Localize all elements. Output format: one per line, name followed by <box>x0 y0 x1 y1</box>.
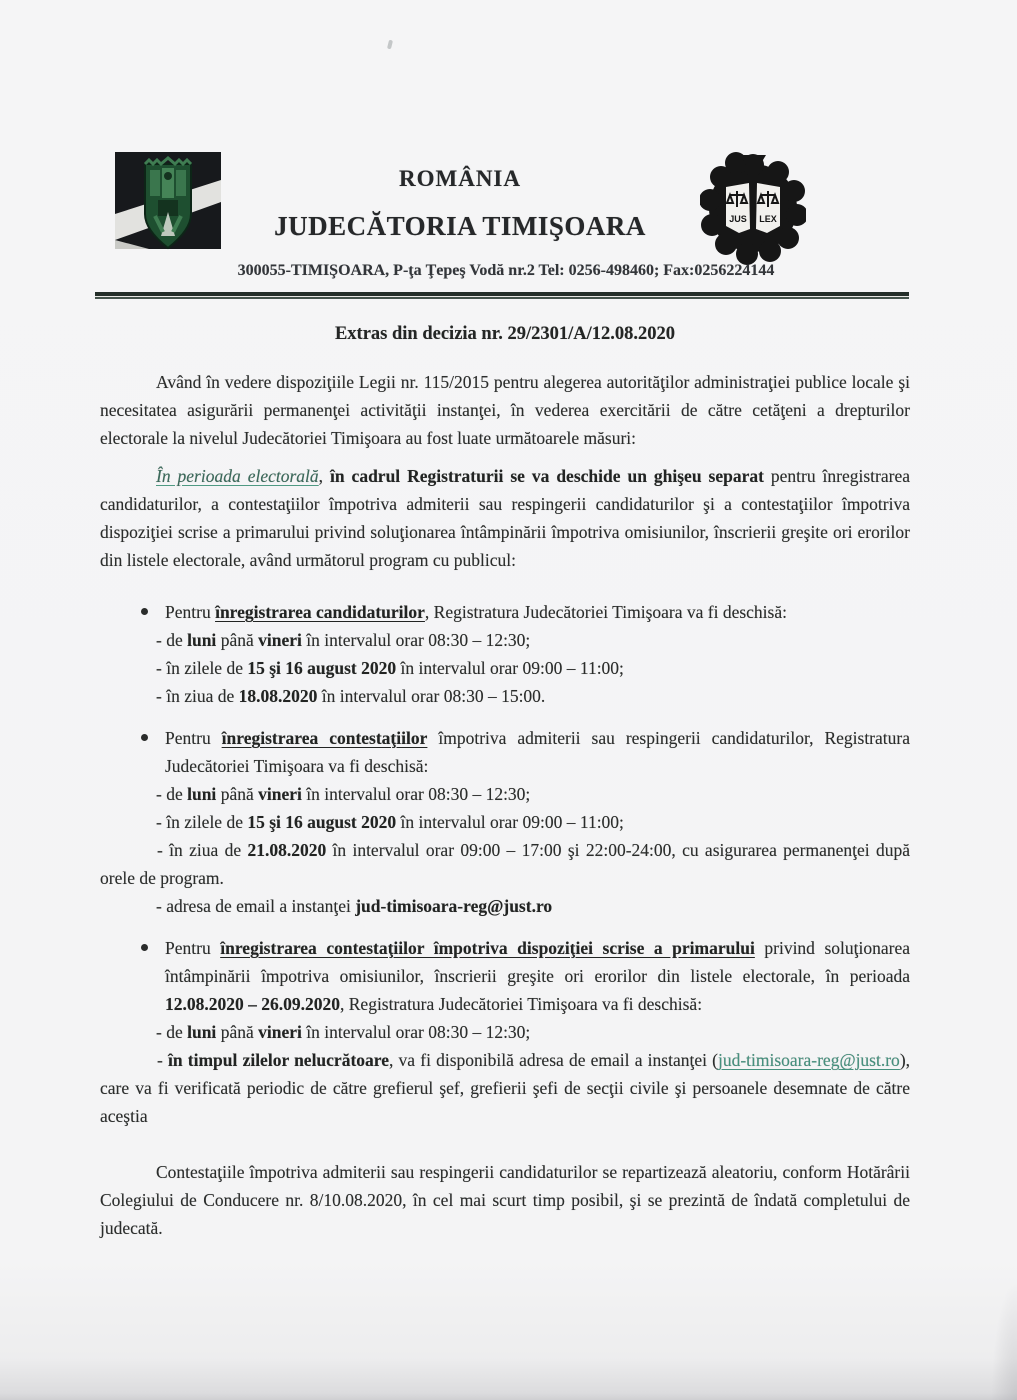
electoral-period-phrase: În perioada electorală <box>156 466 319 486</box>
line-text: ), care va fi verificată periodic de către grefierul şef, grefierii şefi de secţii civile şi persoanele desemnate de către aceştia <box>100 1050 911 1126</box>
bullet-marker <box>141 608 148 615</box>
line-text: în intervalul orar 08:30 – 15:00. <box>317 686 546 706</box>
line-text: - în ziua de <box>157 840 248 860</box>
court-name: JUDECĂTORIA TIMIŞOARA <box>274 211 646 241</box>
line-text: până <box>216 784 259 804</box>
bullet-marker <box>141 734 148 741</box>
line-text: - de <box>156 784 188 804</box>
closing-text: Contestaţiile împotriva admiterii sau respingerii candidaturilor se repartizează aleatoriu, conform Hotărârii Colegiului de Conducere nr. 8/10.08.2020, în cel mai scurt timp posibil, şi se prezintă de îndată completului de judecată. <box>100 1162 910 1238</box>
bullet-marker <box>141 944 148 951</box>
line-text: în intervalul orar 09:00 – 11:00; <box>396 812 624 832</box>
heading-text: Pentru <box>165 602 216 622</box>
schedule-line <box>156 808 910 836</box>
schedule-line <box>156 780 910 808</box>
line-text: - în ziua de <box>156 686 239 706</box>
heading-underlined: înregistrarea candidaturilor <box>215 602 425 622</box>
line-text: - <box>157 1050 169 1070</box>
line-bold: în timpul zilelor nelucrătoare <box>168 1050 389 1070</box>
line-bold: 15 şi 16 august 2020 <box>247 658 397 678</box>
seal-jus-label: JUS <box>729 214 747 224</box>
intro-paragraph <box>100 368 910 452</box>
bullet-item-candidaturi <box>100 598 910 710</box>
line-text: - de <box>156 630 188 650</box>
line-bold: vineri <box>258 1022 302 1042</box>
line-text: până <box>216 1022 259 1042</box>
schedule-list <box>100 598 910 1130</box>
line-bold: luni <box>187 630 217 650</box>
line-bold: luni <box>187 784 217 804</box>
heading-text: , Registratura Judecătoriei Timişoara va fi deschisă: <box>340 994 703 1014</box>
bullet-item-contestatii <box>100 724 910 920</box>
closing-paragraph <box>100 1158 910 1242</box>
schedule-line <box>156 682 910 710</box>
nonworking-days-line <box>100 1046 910 1130</box>
heading-underlined: înregistrarea contestaţiilor <box>221 728 428 748</box>
bullet-heading <box>165 934 910 1018</box>
line-bold: luni <box>187 1022 217 1042</box>
line-bold: vineri <box>258 630 302 650</box>
bullet-heading <box>165 724 910 780</box>
heading-underlined: înregistrarea contestaţiilor împotriva dispoziţiei scrise a primarului <box>220 938 755 958</box>
line-text: în intervalul orar 09:00 – 11:00; <box>396 658 624 678</box>
heading-text: Pentru <box>165 938 221 958</box>
seal-lex-label: LEX <box>759 214 777 224</box>
line-text: - adresa de email a instanţei <box>156 896 356 916</box>
line-text: în intervalul orar 09:00 – 17:00 şi 22:00-24:00, cu asigurarea permanenţei după orele de program. <box>100 840 910 888</box>
schedule-line <box>156 1018 910 1046</box>
line-text: - de <box>156 1022 188 1042</box>
line-text: , va fi disponibilă adresa de email a instanţei ( <box>389 1050 718 1070</box>
registry-counter-phrase: în cadrul Registraturii se va deschide un ghişeu separat <box>330 466 764 486</box>
court-email-bold: jud-timisoara-reg@just.ro <box>355 896 553 916</box>
period-rest-text: pentru înregistrarea candidaturilor, a contestaţiilor împotriva admiterii sau respingerii candidaturilor şi a contestaţiilor împotriva dispoziţiei scrise a primarului privind soluţionarea întâmpinării împotriva omisiunilor, înscrierii greşite ori erorilor din listele electorale, având următorul program cu publicul: <box>100 466 911 570</box>
letterhead <box>0 0 1017 292</box>
email-line <box>156 892 910 920</box>
bullet-item-contestatii-primar <box>100 934 910 1130</box>
heading-text: , Registratura Judecătoriei Timişoara va fi deschisă: <box>424 602 787 622</box>
line-bold: 18.08.2020 <box>238 686 318 706</box>
line-text: în intervalul orar 08:30 – 12:30; <box>301 1022 531 1042</box>
court-address: 300055-TIMIŞOARA, P-ţa Ţepeş Vodă nr.2 Tel: 0256-498460; Fax:0256224144 <box>237 262 775 279</box>
line-bold: 21.08.2020 <box>247 840 327 860</box>
heading-text: privind soluţionarea întâmpinării împotriva omisiunilor, înscrierii greşite ori erorilor din listele electorale, în perioada <box>165 938 910 986</box>
heading-text: împotriva admiterii sau respingerii candidaturilor, Registratura Judecătoriei Timişoara va fi deschisă: <box>165 728 910 776</box>
document-title: Extras din decizia nr. 29/2301/A/12.08.2020 <box>334 324 676 344</box>
line-bold: 15 şi 16 august 2020 <box>247 812 397 832</box>
justice-seal-icon <box>700 145 806 267</box>
line-text: în intervalul orar 08:30 – 12:30; <box>301 630 531 650</box>
schedule-line <box>156 626 910 654</box>
intro-text: Având în vedere dispoziţiile Legii nr. 115/2015 pentru alegerea autorităţilor administraţiei publice locale şi necesitatea asigurării permanenţei activităţii instanţei, în vederea exercitării de către cetăţeni a drepturilor electorale la nivelul Judecătoriei Timişoara au fost luate următoarele măsuri: <box>100 372 910 448</box>
header-divider <box>95 292 909 299</box>
line-bold: vineri <box>258 784 302 804</box>
line-text: - în zilele de <box>156 658 248 678</box>
country-name: ROMÂNIA <box>399 166 521 191</box>
line-text: până <box>216 630 259 650</box>
email-link[interactable]: jud-timisoara-reg@just.ro <box>717 1050 900 1070</box>
schedule-line <box>156 654 910 682</box>
heading-bold-dates: 12.08.2020 – 26.09.2020 <box>165 994 340 1014</box>
bullet-heading <box>165 598 910 626</box>
line-text: - în zilele de <box>156 812 248 832</box>
line-text: în intervalul orar 08:30 – 12:30; <box>301 784 531 804</box>
document-body <box>100 306 910 1242</box>
electoral-period-paragraph <box>100 462 910 574</box>
separator-text: , <box>318 466 330 486</box>
schedule-line <box>100 836 910 892</box>
heading-text: Pentru <box>165 728 222 748</box>
